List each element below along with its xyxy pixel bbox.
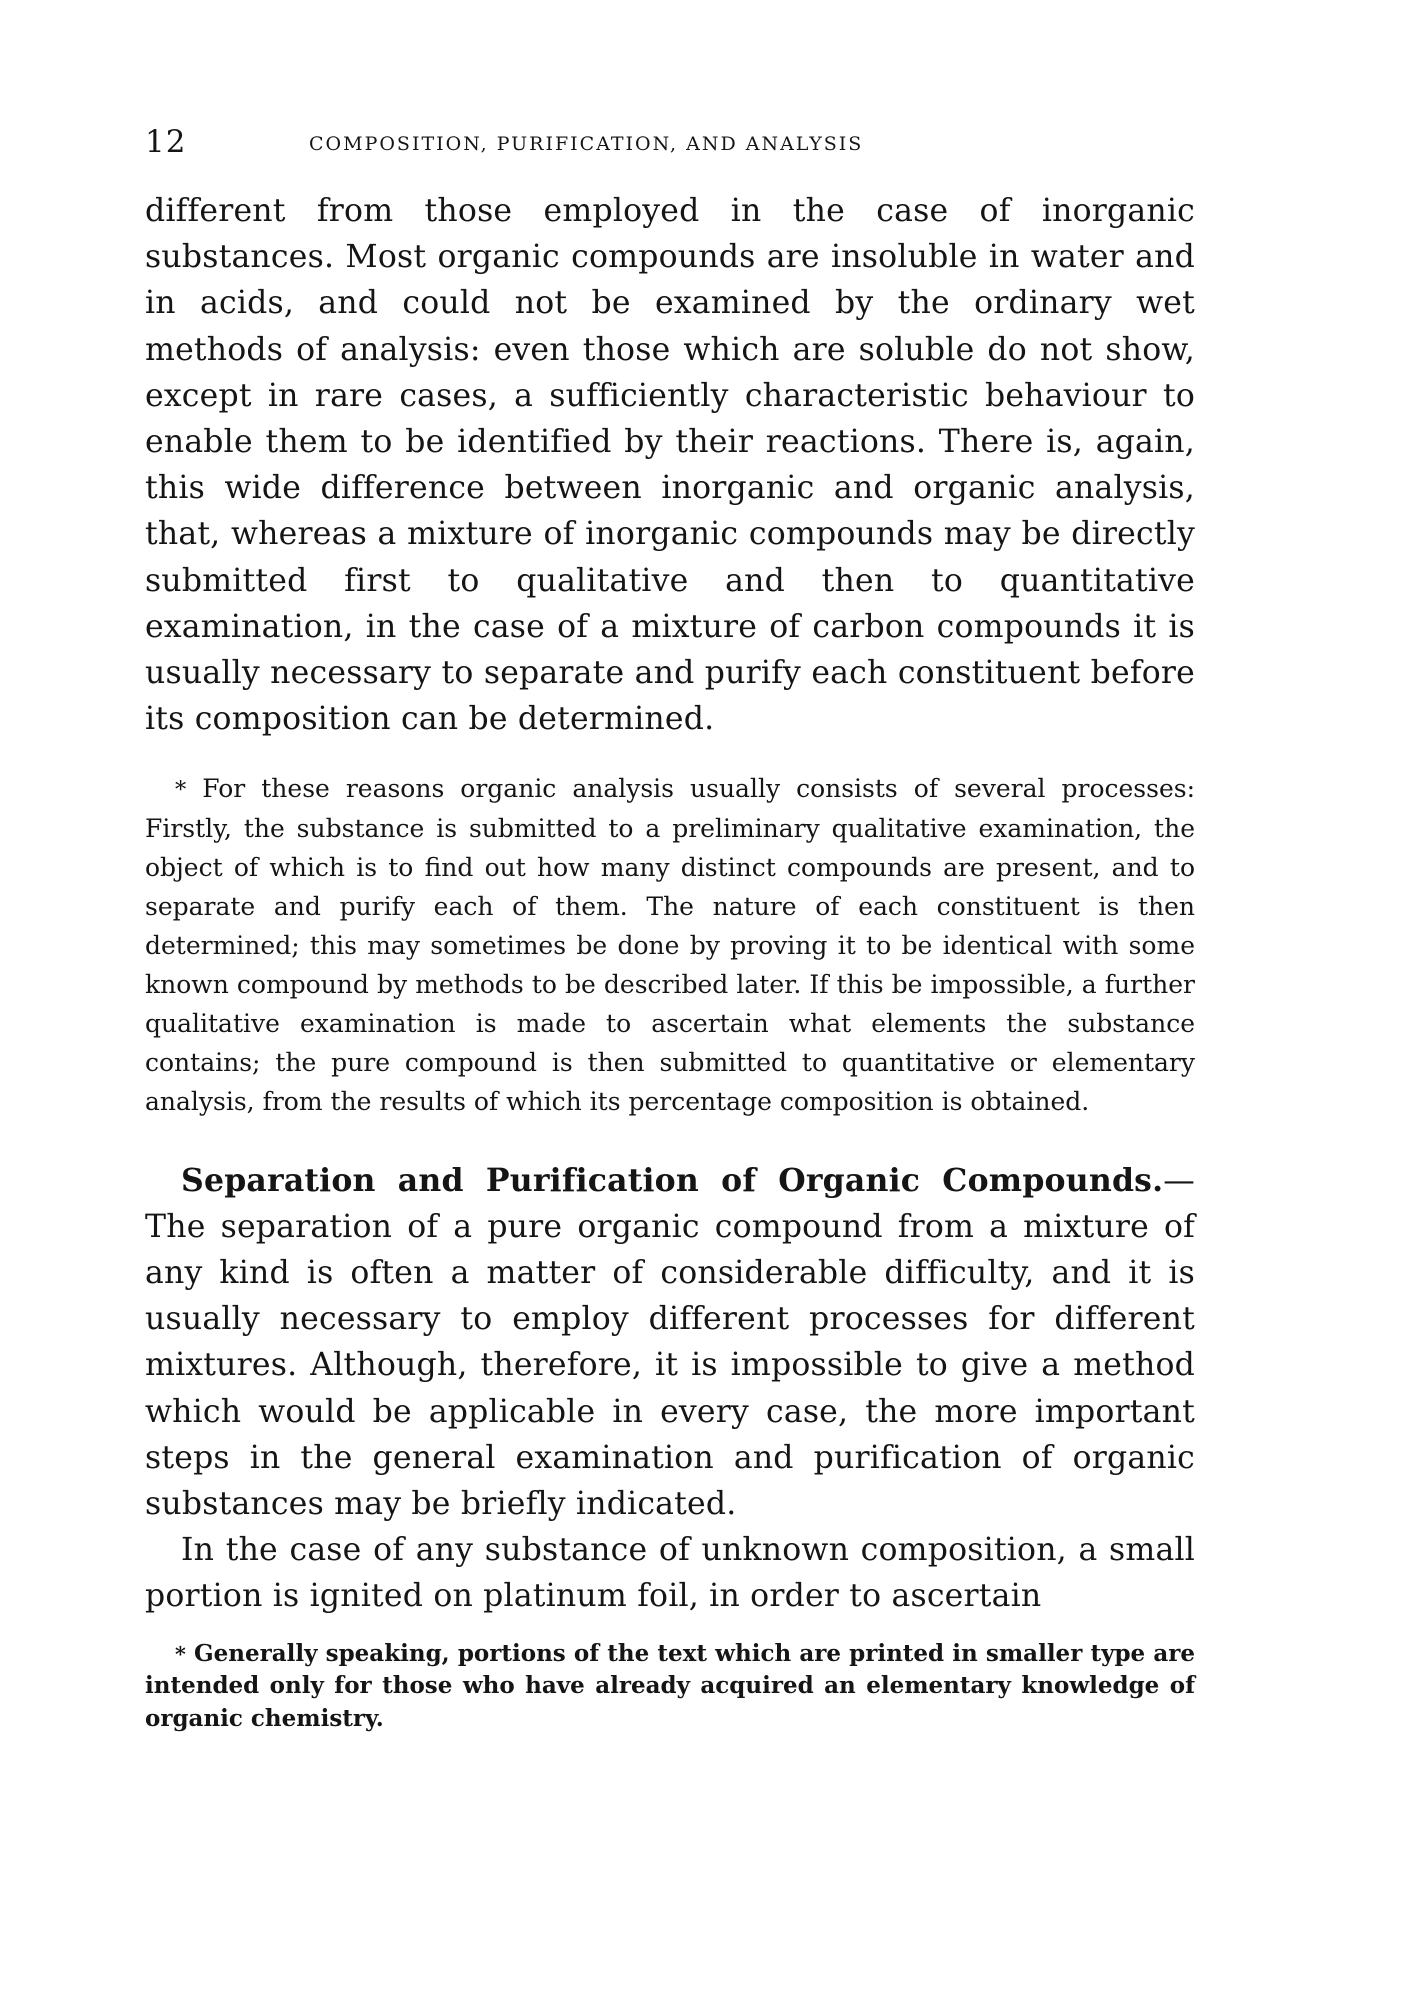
paragraph-small-type-text: For these reasons organic analysis usually consists of several processes: Firstly, the substance is submitted to a preliminary qualitative examination, the object of which is to find out how many distinct compounds are present, and to separate and purify each of them. The nature of each constituent is then determined; this may sometimes be done by proving it to be identical with some known compound by methods to be described later. If this be impossible, a further qualitative examination is made to ascertain what elements the substance contains; the pure compound is then submitted to quantitative or elementary analysis, from the results of which its percentage composition is obtained. [145,774,1195,1116]
paragraph-continuation: different from those employed in the case of inorganic substances. Most organic compounds are insoluble in water and in acids, and could not be examined by the ordinary wet methods of analysis: even those which are soluble do not show, except in rare cases, a sufficiently characteristic behaviour to enable them to be identified by their reactions. There is, again, this wide difference between inorganic and organic analysis, that, whereas a mixture of inorganic compounds may be directly submitted first to qualitative and then to quantitative examination, in the case of a mixture of carbon compounds it is usually necessary to separate and purify each constituent before its composition can be determined. [145,193,1195,738]
paragraph-final: In the case of any substance of unknown composition, a small portion is ignited on platinum foil, in order to ascertain [145,1532,1195,1615]
footnote [145,1638,1195,1736]
page-number: 12 [145,124,187,160]
section-paragraph-text: —The separation of a pure organic compound from a mixture of any kind is often a matter of considerable difficulty, and it is usually necessary to employ different processes for different mixtures. Although, therefore, it is impossible to give a method which would be applicable in every case, the more important steps in the general examination and purification of organic substances may be briefly indicated. [145,1162,1195,1523]
paragraph-small-type [145,770,1195,1121]
paragraph-section [145,1158,1195,1528]
footnote-star: * [175,1641,186,1666]
footnote-text: Generally speaking, portions of the text which are printed in smaller type are intended only for those who have already acquired an elementary knowledge of organic chemistry. [145,1639,1195,1732]
book-page [145,124,1195,1735]
section-heading: Separation and Purification of Organic Compounds. [181,1161,1164,1199]
running-head [145,124,1195,168]
footnote-marker: * [175,777,187,804]
running-title: COMPOSITION, PURIFICATION, AND ANALYSIS [309,133,864,155]
